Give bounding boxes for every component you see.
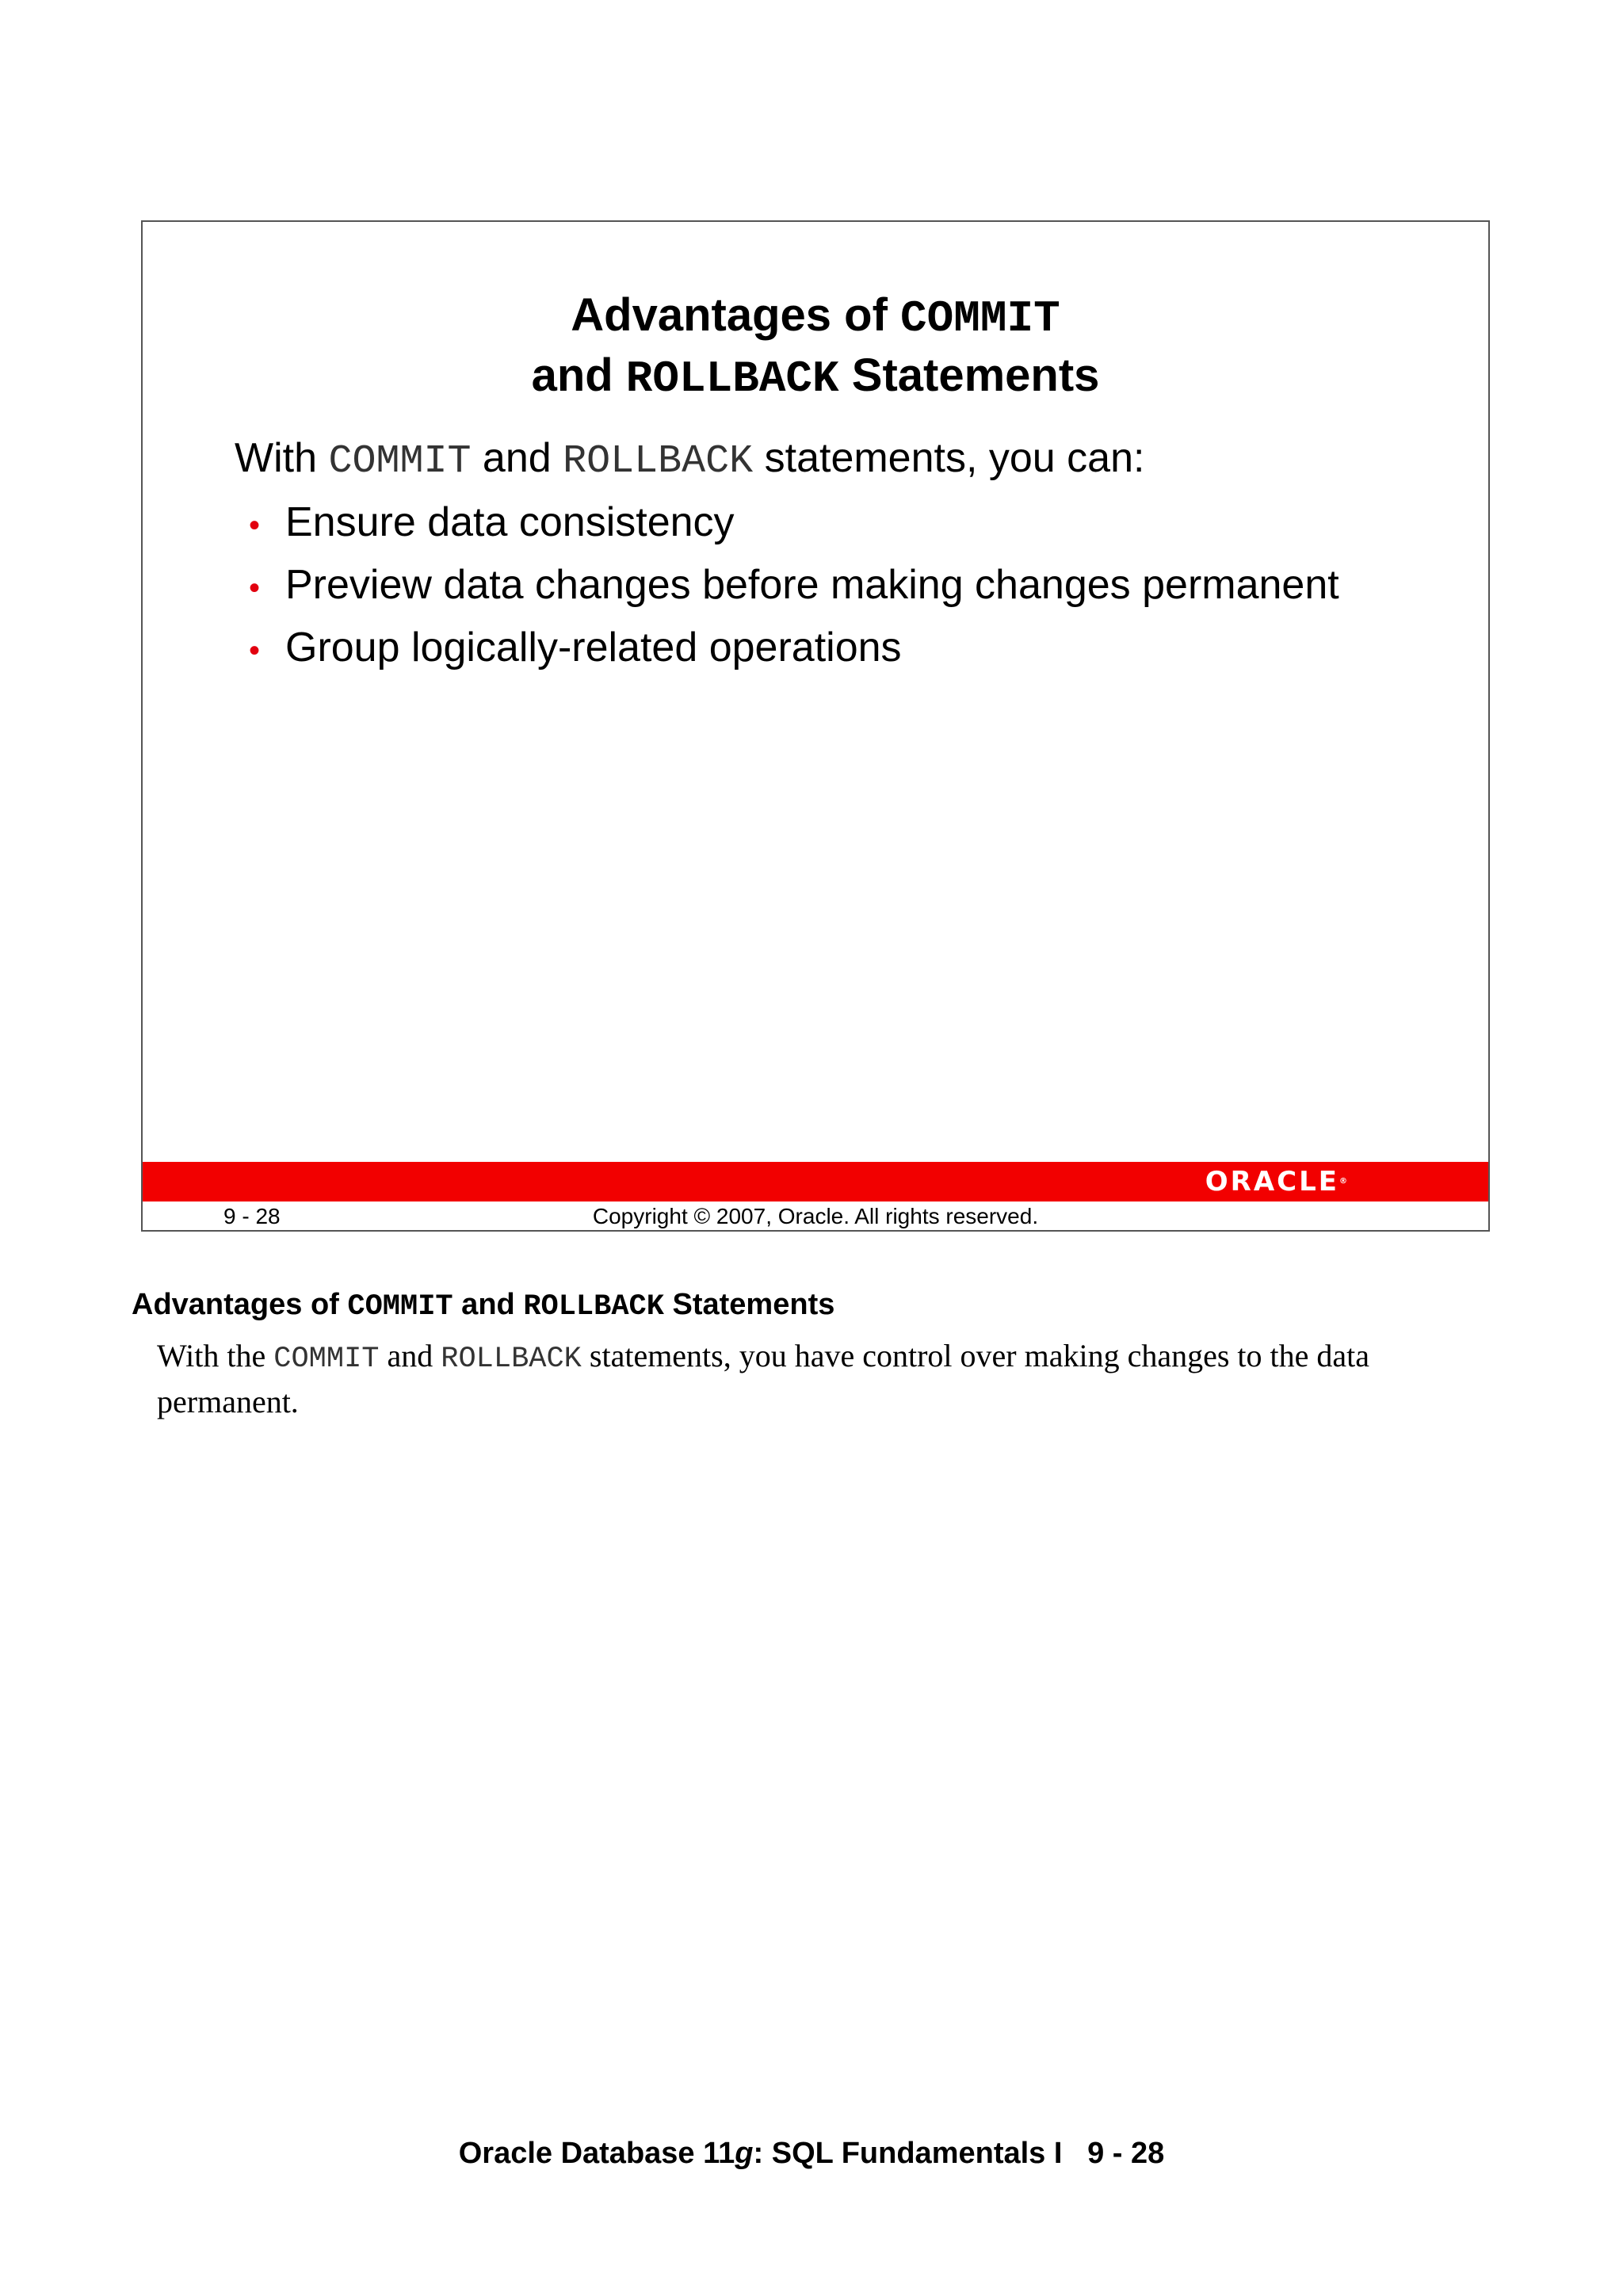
notes-body-text: statements, you have control over making changes to the data permanent. [157,1338,1370,1419]
lead-code-rollback: ROLLBACK [563,439,754,484]
slide-title-text: Advantages of [571,289,901,341]
lead-text: With [235,435,329,481]
notes-heading-code-commit: COMMIT [347,1290,453,1324]
slide-title-text: and [531,350,626,401]
slide-title-code-commit: COMMIT [900,293,1060,344]
notes-heading [132,1286,834,1326]
bullet-item [249,618,1339,681]
slide-frame [141,220,1490,1232]
bullet-icon: • [249,508,261,543]
lead-text: and [471,435,563,481]
bullet-item [249,493,1339,556]
lead-text: statements, you can: [753,435,1145,481]
notes-heading-text: and [453,1288,524,1321]
page-footer-text: : SQL Fundamentals I 9 - 28 [753,2137,1165,2170]
slide-number: 9 - 28 [223,1204,281,1228]
slide-title [143,287,1488,407]
notes-body-code-commit: COMMIT [273,1343,380,1376]
notes-body [157,1335,1472,1423]
page-footer-italic: g [735,2137,754,2170]
slide-title-text: Statements [838,350,1100,401]
notes-heading-text: Advantages of [132,1288,348,1321]
slide-lead-text [235,433,1144,487]
bullet-item [249,556,1339,618]
notes-body-text: and [379,1338,441,1373]
bullet-text: Group logically-related operations [285,625,902,670]
slide-footer [143,1201,1488,1232]
bullet-icon: • [249,571,261,606]
bullet-icon: • [249,633,261,668]
slide-title-code-rollback: ROLLBACK [625,353,839,404]
oracle-logo [1205,1166,1347,1198]
bullet-list [249,493,1339,681]
notes-body-code-rollback: ROLLBACK [441,1343,582,1376]
bullet-text: Ensure data consistency [285,499,735,545]
notes-body-text: With the [157,1338,274,1373]
logo-text: ORACLE [1205,1166,1339,1198]
notes-heading-text: Statements [663,1288,835,1321]
notes-heading-code-rollback: ROLLBACK [523,1290,664,1324]
slide-footer-bar [143,1162,1488,1201]
page-footer [0,2134,1623,2172]
logo-mark: ® [1339,1177,1347,1186]
page-footer-text: Oracle Database 11 [458,2137,735,2170]
lead-code-commit: COMMIT [328,439,472,484]
bullet-text: Preview data changes before making changes permanent [285,562,1339,608]
copyright-notice: Copyright © 2007, Oracle. All rights reserved. [592,1204,1039,1228]
